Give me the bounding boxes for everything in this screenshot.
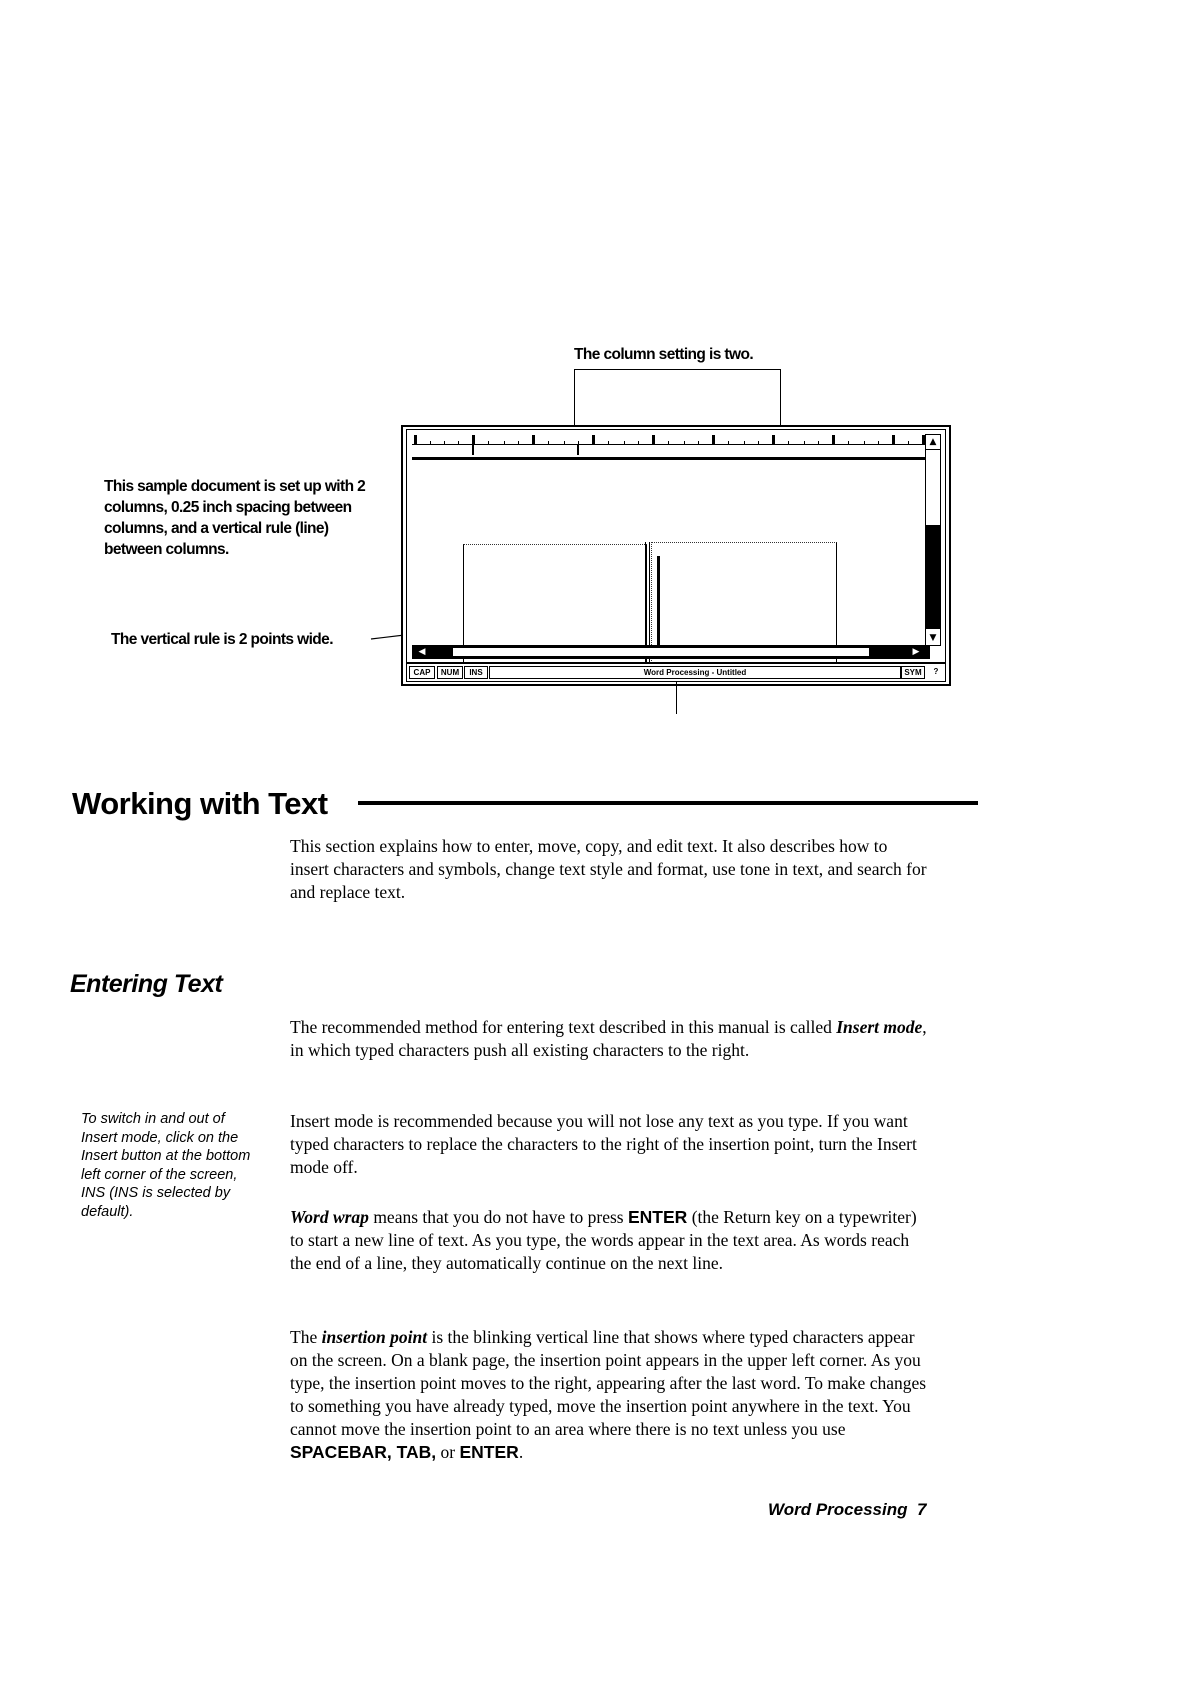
scroll-left-icon[interactable]: ◀ <box>418 647 426 657</box>
callout-sample-setup: This sample document is set up with 2 columns, 0.25 inch spacing between columns, and a vertical rule (line) between columns. <box>104 478 366 558</box>
callout-column-setting: The column setting is two. <box>574 346 754 363</box>
scrollbar-thumb[interactable] <box>453 648 869 656</box>
key-spacebar-tab: SPACEBAR, TAB, <box>290 1442 437 1462</box>
num-lock-button[interactable]: NUM <box>437 666 463 679</box>
vertical-rule <box>657 556 660 656</box>
window-frame <box>406 429 946 682</box>
key-enter: ENTER <box>628 1207 688 1227</box>
subsection-title: Entering Text <box>70 970 223 998</box>
paragraph-text: (the Return key on a typewriter) to start a new line of text. As you type, the words appear in the text area. As words reach the end of a line, they automatically continue on the next line. <box>290 1207 917 1273</box>
scrollbar-track[interactable] <box>926 525 940 629</box>
paragraph-insertion-point <box>290 1326 930 1464</box>
horizontal-scrollbar[interactable] <box>412 645 930 659</box>
word-processor-window <box>401 425 951 686</box>
paragraph-text: is the blinking vertical line that shows where typed characters appear on the screen. On a blank page, the insertion point appears in the upper left corner. As you type, the insertion point moves to the right, appearing after the last word. To make changes to something you have already typed, move the insertion point anywhere in the text. You cannot move the insertion point to an area where there is no text unless you use <box>290 1327 927 1439</box>
paragraph-text: The recommended method for entering text described in this manual is called <box>290 1017 837 1037</box>
paragraph-insert-recommended: Insert mode is recommended because you will not lose any text as you type. If you want typed characters to replace the characters to the right of the insertion point, turn the Insert mode off. <box>290 1111 917 1177</box>
scroll-up-icon[interactable]: ▲ <box>926 435 940 450</box>
section-title-rule <box>358 801 978 805</box>
sidenote-insert-mode: To switch in and out of Insert mode, click on the Insert button at the bottom left corner of the screen, INS (INS is selected by default). <box>81 1111 251 1220</box>
section-intro: This section explains how to enter, move, copy, and edit text. It also describes how to insert characters and symbols, change text style and format, use tone in text, and search for and replace text. <box>290 836 927 902</box>
paragraph-text: means that you do not have to press <box>368 1207 628 1227</box>
page-number: 7 <box>916 1500 927 1519</box>
paragraph-text: The <box>290 1327 322 1347</box>
callout-bracket-top <box>574 369 781 370</box>
vertical-scrollbar[interactable] <box>925 434 941 646</box>
paragraph-insert-mode <box>290 1016 930 1062</box>
term-word-wrap: Word wrap <box>290 1207 369 1227</box>
caps-lock-button[interactable]: CAP <box>409 666 435 679</box>
footer-label: Word Processing <box>768 1500 908 1519</box>
symbol-button[interactable]: SYM <box>901 666 925 679</box>
status-window-title: Word Processing - Untitled <box>489 666 901 679</box>
scroll-down-icon[interactable]: ▼ <box>926 631 940 645</box>
paragraph-text: . <box>518 1442 524 1462</box>
help-button[interactable]: ? <box>933 667 939 676</box>
callout-vertical-rule: The vertical rule is 2 points wide. <box>111 631 333 648</box>
status-leader-line <box>676 682 677 714</box>
term-insert-mode: Insert mode <box>836 1017 923 1037</box>
section-title: Working with Text <box>72 786 328 821</box>
status-bar <box>407 662 945 681</box>
paragraph-word-wrap <box>290 1206 930 1275</box>
paragraph-text: or <box>436 1442 460 1462</box>
paragraph-text: , in which typed characters push all existing characters to the right. <box>290 1017 927 1060</box>
page-footer <box>768 1500 926 1520</box>
scroll-right-icon[interactable]: ▶ <box>912 647 920 657</box>
ruler[interactable] <box>412 433 928 460</box>
insert-mode-button[interactable]: INS <box>464 666 488 679</box>
term-insertion-point: insertion point <box>321 1327 428 1347</box>
ruler-column-marker[interactable] <box>577 445 579 455</box>
ruler-scale <box>412 433 928 445</box>
key-enter: ENTER <box>459 1442 519 1462</box>
ruler-left-margin-marker[interactable] <box>472 445 474 455</box>
